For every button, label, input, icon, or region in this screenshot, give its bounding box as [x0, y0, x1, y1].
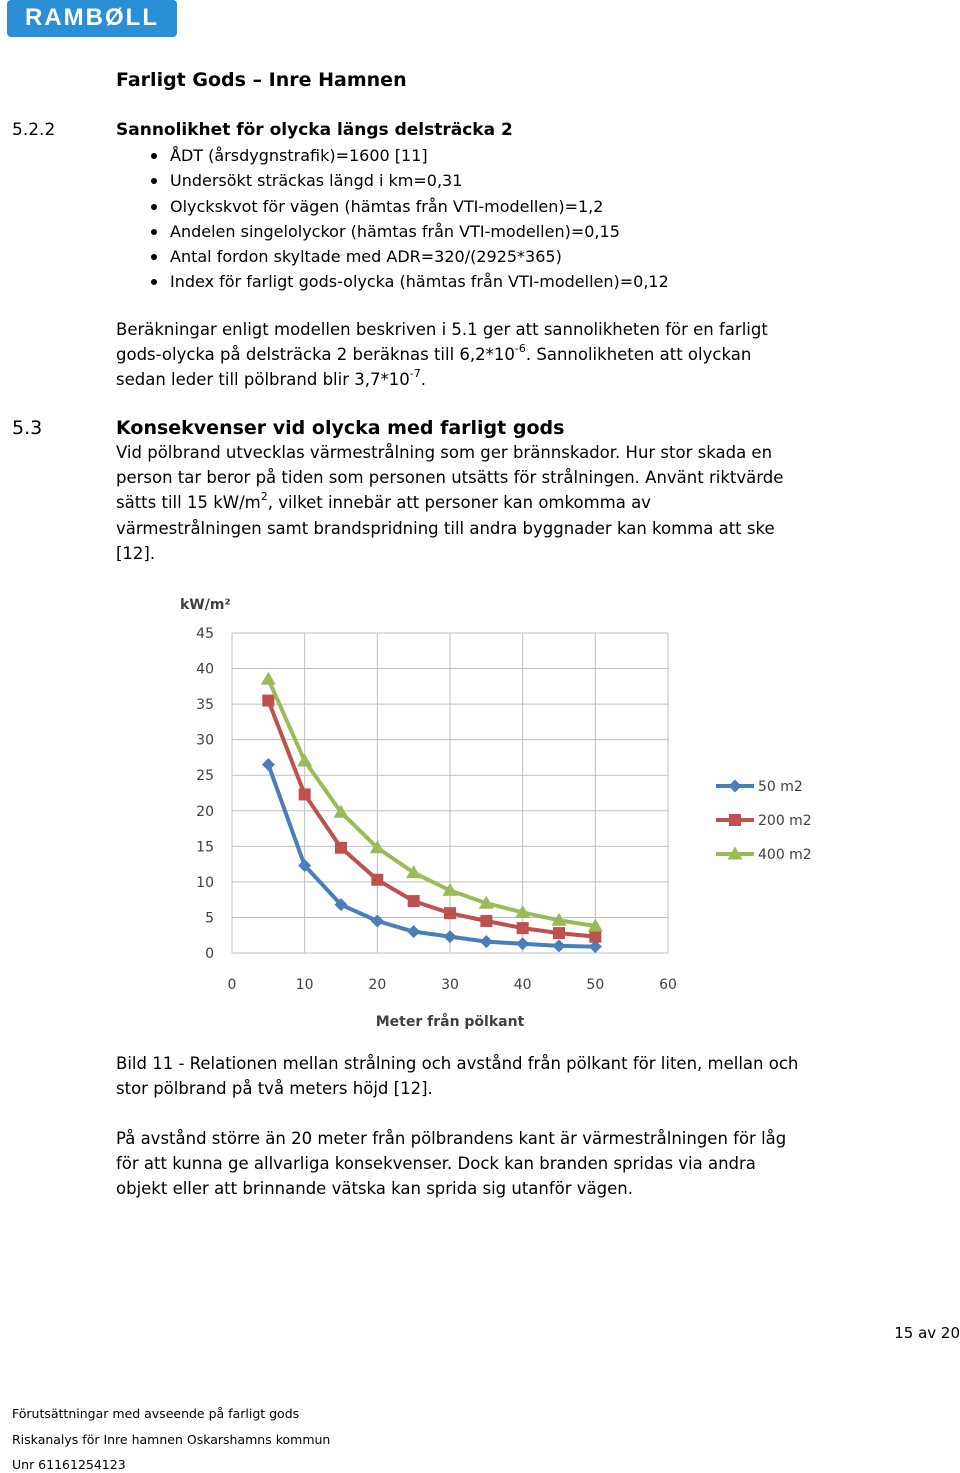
legend-marker: [729, 780, 742, 793]
data-point: [589, 931, 601, 943]
data-point: [553, 939, 566, 952]
data-point: [261, 672, 276, 685]
x-tick-label: 40: [513, 977, 532, 993]
data-point: [371, 874, 383, 886]
logo-text: RAMBØLL: [25, 4, 159, 31]
x-tick-label: 0: [227, 977, 237, 993]
legend-label: 200 m2: [758, 813, 812, 829]
chart-svg: [160, 590, 840, 1040]
legend-label: 400 m2: [758, 847, 812, 863]
list-item: Index för farligt gods-olycka (hämtas från VTI-modellen)=0,12: [116, 269, 669, 294]
closing-paragraph: [116, 1126, 846, 1202]
y-tick-label: 5: [205, 910, 214, 927]
data-point: [553, 927, 565, 939]
y-tick-label: 30: [196, 732, 214, 749]
y-axis-label: kW/m²: [180, 597, 231, 613]
data-point: [297, 754, 312, 767]
legend-label: 50 m2: [758, 779, 803, 795]
paragraph-line: objekt eller att brinnande vätska kan sprida sig utanför vägen.: [116, 1179, 634, 1199]
caption-line: stor pölbrand på två meters höjd [12].: [116, 1079, 433, 1099]
footer-line: Unr 61161254123: [12, 1457, 126, 1472]
section-heading-5-3: Konsekvenser vid olycka med farligt gods: [116, 417, 565, 439]
paragraph-line: sätts till 15 $kW/m^2$, vilket innebär att personer kan omkomma av: [116, 489, 651, 513]
y-tick-label: 20: [196, 803, 214, 820]
data-point: [517, 922, 529, 934]
footer-line: Riskanalys för Inre hamnen Oskarshamns kommun: [12, 1432, 331, 1447]
x-tick-label: 10: [295, 977, 314, 993]
data-point: [444, 907, 456, 919]
list-item: Undersökt sträckas längd i km=0,31: [116, 168, 669, 193]
figure-caption: [116, 1051, 846, 1101]
list-item: Olyckskvot för vägen (hämtas från VTI-modellen)=1,2: [116, 194, 669, 219]
y-tick-label: 10: [196, 874, 214, 891]
data-point: [480, 935, 493, 948]
page-number: 15 av 20: [894, 1324, 960, 1342]
paragraph-line: person tar beror på tiden som personen utsätts för strålningen. Använt riktvärde: [116, 468, 784, 488]
y-tick-label: 25: [196, 768, 214, 785]
list-item: Andelen singelolyckor (hämtas från VTI-modellen)=0,15: [116, 219, 669, 244]
section-heading-5-2-2: Sannolikhet för olycka längs delsträcka 2: [116, 120, 513, 140]
data-point: [262, 695, 274, 707]
data-point: [299, 788, 311, 800]
x-axis-label: Meter från pölkant: [375, 1014, 525, 1030]
data-point: [371, 915, 384, 928]
paragraph-line: sedan leder till pölbrand blir $3,7*10^{-7}$.: [116, 366, 426, 390]
series-line-200-m2: [268, 701, 595, 937]
paragraph-line: för att kunna ge allvarliga konsekvenser. Dock kan branden spridas via andra: [116, 1154, 756, 1174]
series-line-400-m2: [268, 679, 595, 926]
data-point: [516, 937, 529, 950]
paragraph-line: Beräkningar enligt modellen beskriven i 5.1 ger att sannolikheten för en farligt: [116, 320, 768, 339]
list-item: Antal fordon skyltade med ADR=320/(2925*365): [116, 244, 669, 269]
paragraph-line: gods-olycka på delsträcka 2 beräknas till $6,2*10^{-6}$. Sannolikheten att olyckan: [116, 341, 752, 365]
section-number-5-2-2: 5.2.2: [12, 120, 56, 140]
paragraph-line: [12].: [116, 543, 156, 563]
y-tick-label: 0: [205, 946, 214, 962]
ramboll-logo: [7, 0, 177, 37]
consequence-paragraph: [116, 440, 846, 566]
x-tick-label: 50: [586, 977, 605, 993]
radiation-chart: [160, 590, 840, 1040]
parameter-list: [116, 143, 669, 295]
legend-marker: [729, 814, 741, 826]
data-point: [262, 758, 275, 771]
y-tick-label: 40: [196, 661, 214, 678]
section-number-5-3: 5.3: [12, 417, 43, 439]
data-point: [407, 925, 420, 938]
y-tick-label: 15: [196, 839, 214, 856]
footer-line: Förutsättningar med avseende på farligt gods: [12, 1406, 300, 1421]
x-tick-label: 30: [441, 977, 459, 993]
paragraph-line: På avstånd större än 20 meter från pölbrandens kant är värmestrålningen för låg: [116, 1129, 787, 1148]
calculation-paragraph: [116, 317, 846, 393]
caption-line: Bild 11 - Relationen mellan strålning och avstånd från pölkant för liten, mellan och: [116, 1054, 799, 1073]
y-tick-label: 45: [196, 626, 214, 642]
data-point: [480, 915, 492, 927]
list-item: ÅDT (årsdygnstrafik)=1600 [11]: [116, 143, 669, 168]
data-point: [444, 930, 457, 943]
data-point: [408, 895, 420, 907]
y-tick-label: 35: [196, 697, 214, 714]
document-title: Farligt Gods – Inre Hamnen: [116, 69, 407, 91]
paragraph-line: värmestrålningen samt brandspridning till andra byggnader kan komma att ske: [116, 518, 775, 538]
x-tick-label: 60: [659, 977, 677, 993]
data-point: [335, 842, 347, 854]
paragraph-line: Vid pölbrand utvecklas värmestrålning som ger brännskador. Hur stor skada en: [116, 443, 773, 462]
x-tick-label: 20: [368, 977, 387, 993]
